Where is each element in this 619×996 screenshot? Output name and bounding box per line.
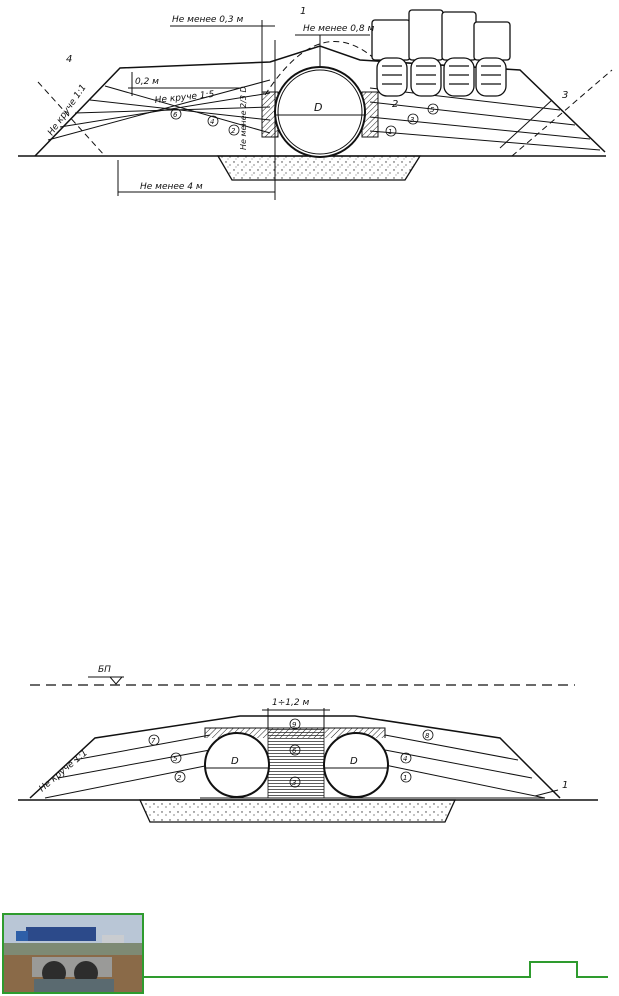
label-slope-11: Не круче 1:1: [37, 748, 90, 795]
label-slope-11: Не круче 1:1: [46, 82, 89, 138]
label-spacing: 1÷1,2 м: [272, 698, 310, 708]
layer-1: 1: [403, 774, 408, 782]
callout-1: 1: [300, 6, 307, 17]
layer-2: 2: [177, 774, 182, 782]
label-min-2-3d: Не менее 2/3 D: [239, 86, 248, 150]
layer-1: 1: [388, 128, 393, 136]
callout-3: 3: [562, 90, 569, 101]
callout-4: 4: [66, 54, 73, 65]
layer-3: 3: [292, 779, 297, 787]
layer-3: 3: [410, 116, 415, 124]
label-bp: БП: [98, 665, 111, 675]
layer-5: 5: [430, 106, 435, 114]
layer-5: 5: [173, 755, 178, 763]
label-min-08: Не менее 0,8 м: [303, 24, 375, 34]
callout-2: 2: [392, 99, 399, 110]
callout-1: 1: [562, 780, 569, 791]
layer-6: 6: [173, 111, 178, 119]
layer-7: 7: [151, 737, 156, 745]
diameter-label: D: [314, 101, 323, 114]
label-min-03: Не менее 0,3 м: [172, 15, 244, 25]
label-slope-15: Не круче 1:5: [154, 89, 215, 106]
layer-6: 6: [292, 747, 297, 755]
label-min-4m: Не менее 4 м: [140, 182, 203, 192]
layer-2: 2: [231, 127, 236, 135]
label-layer-02: 0,2 м: [135, 77, 159, 87]
layer-4: 4: [210, 118, 215, 126]
layer-8: 8: [425, 732, 430, 740]
diameter-label-left: D: [231, 756, 239, 767]
layer-9: 9: [292, 721, 297, 729]
layer-4: 4: [403, 755, 408, 763]
diameter-label-right: D: [350, 756, 358, 767]
